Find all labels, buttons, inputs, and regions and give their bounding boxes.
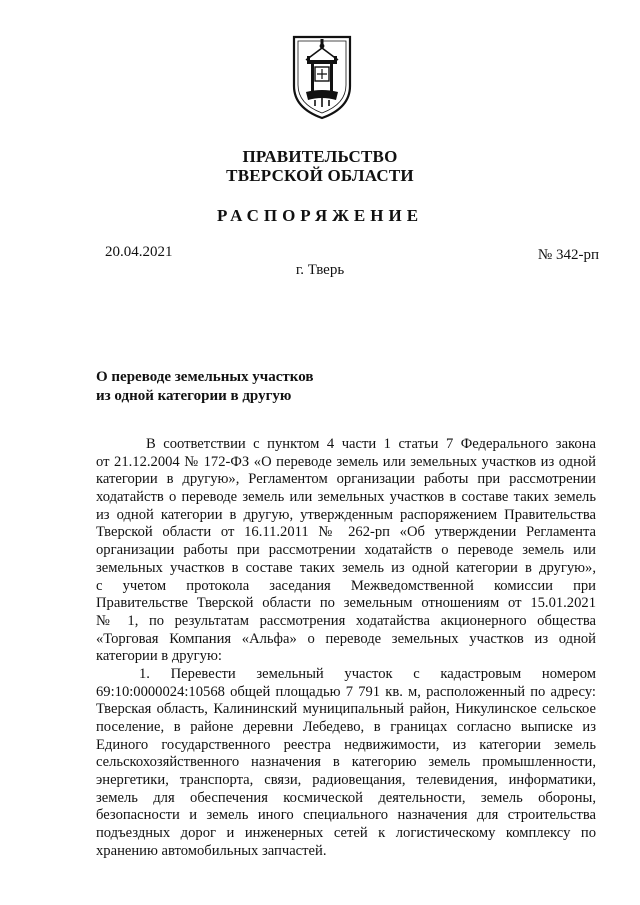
body-line: В соответствии с пунктом 4 части 1 статьи 7 Федерального закона: [146, 436, 596, 452]
body-line: Правительстве Тверской области по земельным отношениям от 15.01.2021: [96, 595, 596, 612]
body-line: организации работы при рассмотрении ходатайств о переводе земель или: [96, 542, 596, 559]
document-subject: [96, 368, 313, 406]
body-line: Тверская область, Калининский муниципальный район, Никулинское сельское: [96, 701, 596, 718]
body-line: энергетики, транспорта, связи, радиовещания, телевидения, информатики,: [96, 772, 596, 789]
body-line: из одной категории в другую, утвержденным распоряжением Правительства: [96, 506, 596, 523]
body-line: от 21.12.2004 № 172-ФЗ «О переводе земель или земельных участков из одной: [96, 453, 596, 470]
government-region: ТВЕРСКОЙ ОБЛАСТИ: [226, 166, 414, 185]
body-line: Единого государственного реестра недвижимости, из категории земель: [96, 736, 596, 753]
document-date: 20.04.2021: [105, 244, 173, 260]
body-line: категории в другую», Регламентом организации работы при рассмотрении: [96, 471, 596, 488]
government-title: ПРАВИТЕЛЬСТВО: [242, 147, 398, 166]
body-line: подъездных дорог и инженерных сетей к логистическому комплексу по: [96, 825, 596, 842]
document-city: г. Тверь: [295, 262, 345, 278]
body-line: хранению автомобильных запчастей.: [96, 842, 327, 859]
body-line: 69:10:0000024:10568 общей площадью 7 791 кв. м, расположенный по адресу:: [96, 683, 596, 700]
subject-line: из одной категории в другую: [96, 388, 292, 404]
body-line: безопасности и земель иного специального назначения для строительства: [96, 807, 596, 824]
document-number: № 342-рп: [537, 247, 599, 263]
document-body: [96, 436, 596, 861]
body-line: 1. Перевести земельный участок с кадастровым номером: [139, 665, 596, 682]
body-line: категории в другую:: [96, 648, 222, 665]
body-line: поселение, в районе деревни Лебедево, в границах согласно выписке из: [96, 719, 596, 735]
body-line: земельных участков в составе таких земель из одной категории в другую»,: [96, 559, 596, 576]
document-type-title: РАСПОРЯЖЕНИЕ: [216, 206, 424, 225]
body-line: № 1, по результатам рассмотрения ходатайства акционерного общества: [96, 612, 596, 629]
body-line: ходатайств о переводе земель или земельных участков в составе таких земель: [96, 489, 596, 506]
body-line: сельскохозяйственного назначения в категорию земель промышленности,: [96, 754, 596, 771]
body-line: «Торговая Компания «Альфа» о переводе земельных участков из одной: [96, 630, 596, 647]
coat-of-arms-emblem: [291, 34, 353, 120]
body-line: Тверской области от 16.11.2011 № 262-рп «Об утверждении Регламента: [96, 524, 596, 541]
subject-line: О переводе земельных участков: [96, 369, 314, 385]
body-line: с учетом протокола заседания Межведомственной комиссии при: [96, 577, 596, 594]
body-line: земель для обеспечения космической деятельности, земель обороны,: [96, 789, 596, 806]
